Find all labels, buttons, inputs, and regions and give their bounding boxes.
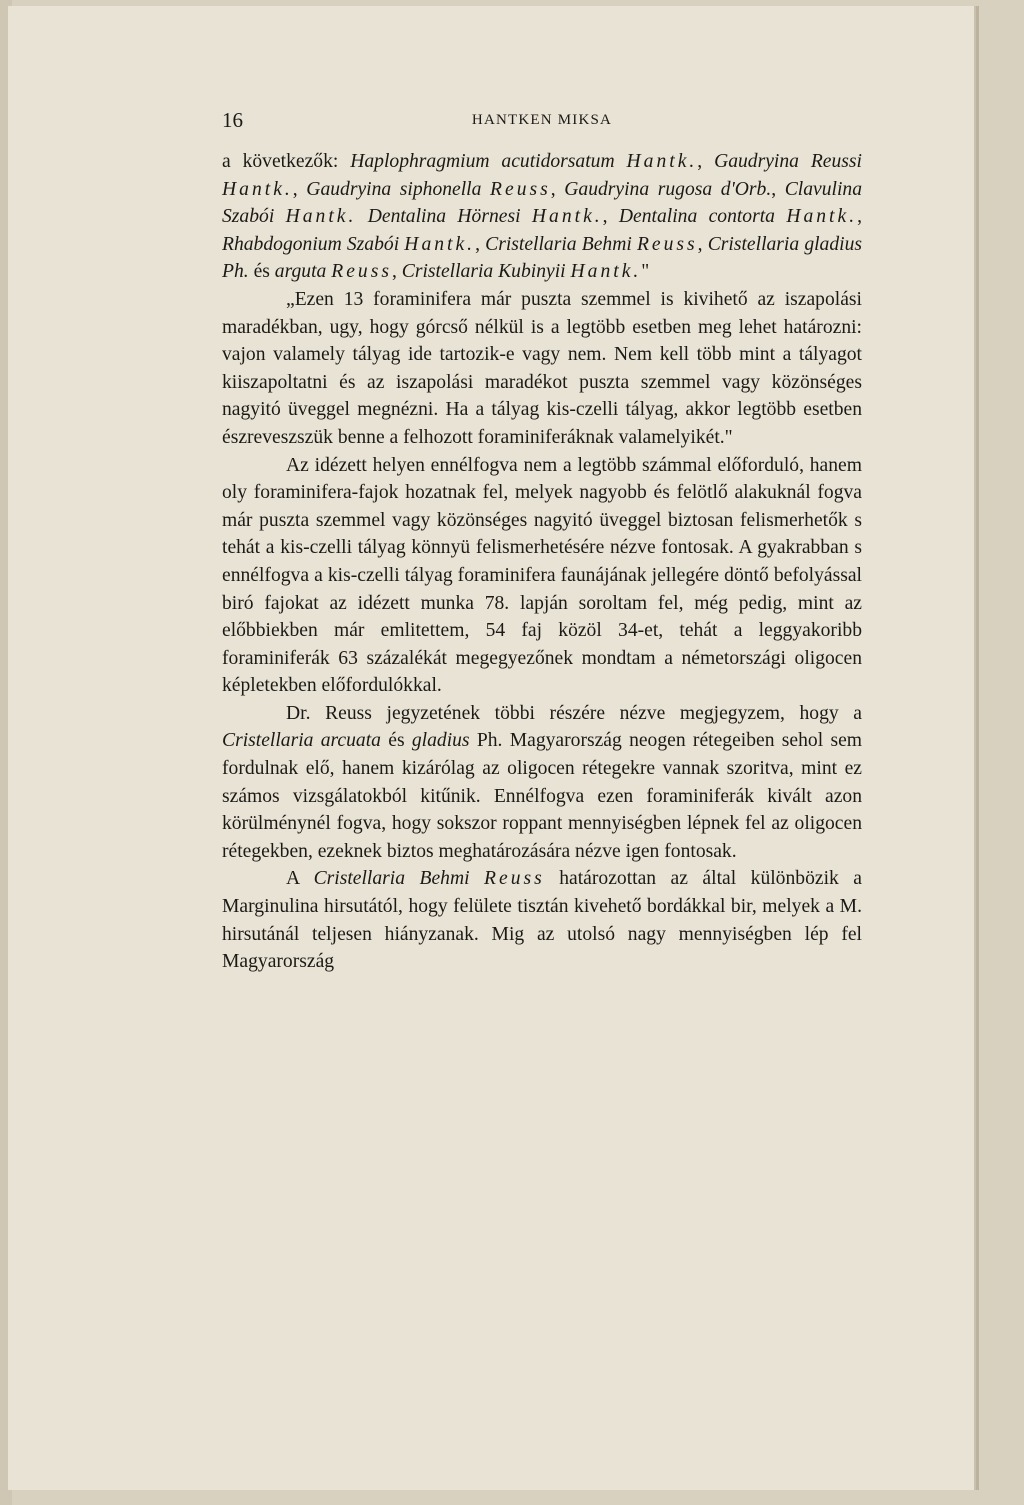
page-number: 16: [222, 108, 243, 132]
text-run: határozottan az által különbözik a Marginulina hirsutától, hogy felülete tisztán kivehető bordákkal bir, melyek a M. hirsutánál teljesen hiányzanak. Mig az utolsó nagy mennyiségben lép fel Magyarország: [222, 868, 862, 973]
species-name: Cristellaria gladius Ph.: [222, 233, 863, 283]
text-run: a következők:: [222, 151, 351, 172]
text-run: A: [286, 868, 314, 890]
author-abbrev: Hantk.: [531, 206, 603, 228]
text-run: ,: [292, 178, 307, 200]
text-run: ": [641, 261, 650, 283]
species-name: Cristellaria Behmi: [485, 233, 632, 255]
page-header: [222, 108, 862, 138]
paragraph: Az idézett helyen ennélfogva nem a legtöbb számmal előforduló, hanem oly foraminifera-fajok hozatnak fel, melyek nagyobb és felötlő alakuknál fogva már puszta szemmel vagy közönséges nagyitó üveggel biztosan felismerhetők s tehát a kis-czelli tályag könnyü felismerhetésére nézve fontosak. A gyakrabban s ennélfogva a kis-czelli tályag foraminifera faunájának jellegére döntő befolyással biró fajokat az idézett munka 78. lapján soroltam fel, még pedig, mint az előbbiekben már emlitettem, 54 faj közöl 34-et, tehát a leggyakoribb foraminiferák 63 százalékát megegyezőnek mondtam a németországi oligocen képletekben előfordulókkal.: [222, 454, 862, 697]
text-run: Ph. Magyarország neogen rétegeiben sehol sem fordulnak elő, hanem kizárólag az oligocen rétegekre vannak szoritva, mint ez számos vizsgálatokból kitűnik. Ennélfogva ezen foraminiferák kivált azon körülménynél fogva, hogy sokszor roppant mennyiségben lépnek fel az oligocen rétegekben, ezeknek biztos meghatározására nézve igen fontosak.: [222, 730, 863, 862]
author-abbrev: Reuss: [636, 233, 698, 255]
author-abbrev: Hantk.: [626, 151, 698, 172]
species-name: gladius: [411, 730, 470, 752]
species-name: Rhabdogonium Szabói: [222, 233, 400, 255]
text-run: és: [380, 730, 412, 752]
species-name: Haplophragmium acutidorsatum: [350, 151, 615, 172]
species-name: Cristellaria Kubinyii: [401, 261, 566, 283]
species-name: Dentalina contorta: [618, 206, 775, 228]
species-name: Gaudryina rugosa d'Orb.: [564, 178, 772, 200]
running-head: HANTKEN MIKSA: [471, 112, 613, 128]
author-abbrev: Reuss: [331, 261, 392, 283]
species-name: Gaudryina siphonella: [306, 178, 482, 200]
paragraph: [222, 865, 862, 975]
author-abbrev: Hantk.: [222, 178, 293, 200]
paragraph: [222, 700, 862, 866]
text-run: ,: [475, 233, 486, 255]
species-name: Dentalina Hörnesi: [367, 206, 521, 228]
text-run: ,: [602, 206, 619, 228]
text-run: ,: [697, 151, 715, 172]
text-run: [356, 206, 367, 227]
text-run: ,: [857, 206, 863, 228]
author-abbrev: Hantk.: [786, 206, 858, 228]
author-abbrev: Reuss: [490, 178, 551, 200]
text-run: ,: [550, 178, 565, 200]
quote-paragraph: „Ezen 13 foraminifera már puszta szemmel is kivihető az iszapolási maradékban, ugy, hogy górcső nélkül is a legtöbb esetben meg lehet határozni: vajon valamely tályag ide tartozik-e vagy nem. Nem kell több mint a tályagot kiiszapoltatni és az iszapolási maradékot puszta szemmel vagy közönséges nagyitó üveggel megnézni. Ha a tályag kis-czelli tályag, akkor legtöbb esetben észreveszszük benne a felhozott foraminiferáknak valamelyikét.": [222, 288, 862, 448]
species-list-paragraph: [222, 148, 862, 286]
author-abbrev: Reuss: [484, 868, 545, 890]
text-run: és: [248, 261, 275, 283]
species-name: arguta: [274, 261, 327, 283]
species-name: Clavulina Szabói: [222, 178, 863, 228]
species-name: Cristellaria Behmi: [313, 868, 470, 890]
text-run: ,: [771, 178, 785, 200]
body-text: [222, 148, 862, 976]
author-abbrev: Hantk.: [285, 206, 357, 228]
species-name: Cristellaria arcuata: [222, 730, 381, 752]
text-run: ,: [697, 233, 708, 255]
text-run: ,: [391, 261, 402, 283]
author-abbrev: Hantk.: [404, 233, 476, 255]
author-abbrev: Hantk.: [570, 261, 642, 283]
species-name: Gaudryina Reussi: [714, 151, 862, 172]
text-run: Dr. Reuss jegyzetének többi részére nézve megjegyzem, hogy a: [286, 702, 862, 724]
